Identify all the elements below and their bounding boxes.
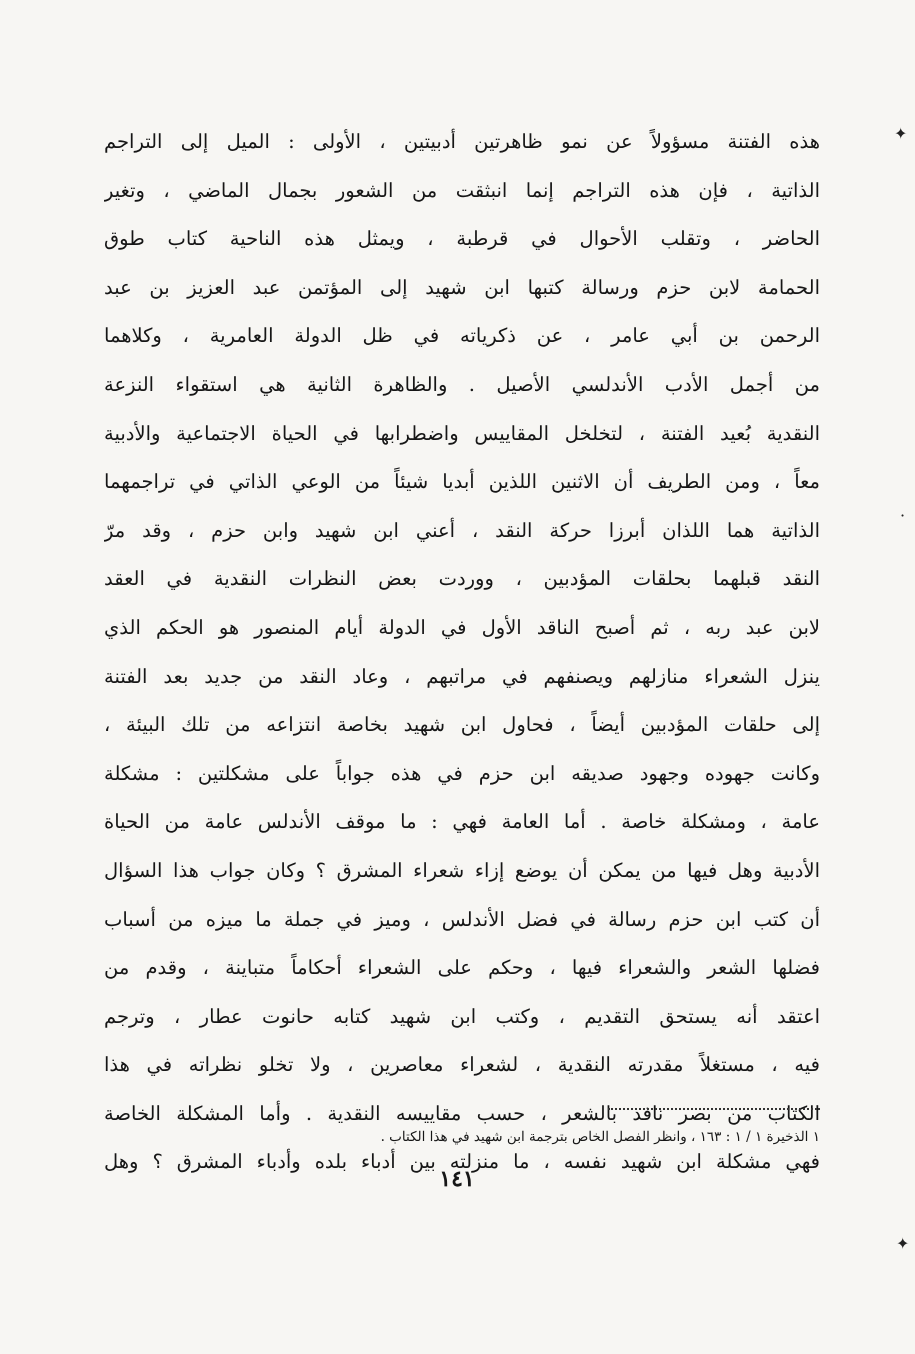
text-line: لابن عبد ربه ، ثم أصبح الناقد الأول في الدولة أيام المنصور هو الحكم الذي bbox=[104, 615, 820, 639]
margin-mark-icon: ✦ bbox=[894, 124, 908, 143]
text-line: الرحمن بن أبي عامر ، عن ذكرياته في ظل الدولة العامرية ، وكلاهما bbox=[104, 324, 820, 348]
text-line: إلى حلقات المؤدبين أيضاً ، فحاول ابن شهيد بخاصة انتزاعه من تلك البيئة ، bbox=[104, 713, 820, 737]
footnote-divider bbox=[608, 1108, 820, 1110]
margin-mark-icon: · bbox=[900, 506, 906, 525]
text-line: فيه ، مستغلاً مقدرته النقدية ، لشعراء معاصرين ، ولا تخلو نظراته في هذا bbox=[104, 1053, 820, 1077]
text-line: الحمامة لابن حزم ورسالة كتبها ابن شهيد إلى المؤتمن عبد العزيز بن عبد bbox=[104, 275, 820, 299]
margin-mark-icon: ✦ bbox=[896, 1234, 910, 1253]
text-line: وكانت جهوده وجهود صديقه ابن حزم في هذه جواباً على مشكلتين : مشكلة bbox=[104, 761, 820, 785]
text-line: من أجمل الأدب الأندلسي الأصيل . والظاهرة الثانية هي استقواء النزعة bbox=[104, 372, 820, 396]
page-number: ١٤١ bbox=[439, 1166, 475, 1192]
text-line: النقدية بُعيد الفتنة ، لتخلخل المقاييس واضطرابها في الحياة الاجتماعية والأدبية bbox=[104, 421, 820, 445]
text-line: الكتاب من بصر نافذ بالشعر ، حسب مقاييسه النقدية . وأما المشكلة الخاصة bbox=[104, 1101, 820, 1125]
text-line: فهي مشكلة ابن شهيد نفسه ، ما منزلته بين أدباء بلده وأدباء المشرق ؟ وهل bbox=[104, 1150, 820, 1174]
text-line: اعتقد أنه يستحق التقديم ، وكتب ابن شهيد كتابه حانوت عطار ، وترجم bbox=[104, 1004, 820, 1028]
text-line: الحاضر ، وتقلب الأحوال في قرطبة ، ويمثل هذه الناحية كتاب طوق bbox=[104, 227, 820, 251]
text-line: فضلها الشعر والشعراء فيها ، وحكم على الشعراء أحكاماً متباينة ، وقدم من bbox=[104, 956, 820, 980]
text-line: أن كتب ابن حزم رسالة في فضل الأندلس ، وميز في جملة ما ميزه من أسباب bbox=[104, 907, 820, 931]
main-text-block bbox=[104, 118, 820, 1187]
footnote: ١ الذخيرة ١ / ١ : ١٦٣ ، وانظر الفصل الخاص بترجمة ابن شهيد في هذا الكتاب . bbox=[380, 1129, 820, 1145]
text-line: الأدبية وهل فيها من يمكن أن يوضع إزاء شعراء المشرق ؟ وكان جواب هذا السؤال bbox=[104, 858, 820, 882]
text-line: ينزل الشعراء منازلهم ويصنفهم في مراتبهم ، وعاد النقد من جديد بعد الفتنة bbox=[104, 664, 820, 688]
text-line: الذاتية هما اللذان أبرزا حركة النقد ، أعني ابن شهيد وابن حزم ، وقد مرّ bbox=[104, 518, 820, 542]
text-line: عامة ، ومشكلة خاصة . أما العامة فهي : ما موقف الأندلس عامة من الحياة bbox=[104, 810, 820, 834]
text-line: الذاتية ، فإن هذه التراجم إنما انبثقت من الشعور بجمال الماضي ، وتغير bbox=[104, 178, 820, 202]
text-line: النقد قبلهما بحلقات المؤدبين ، ووردت بعض النظرات النقدية في العقد bbox=[104, 567, 820, 591]
text-line: معاً ، ومن الطريف أن الاثنين اللذين أبديا شيئاً من الوعي الذاتي في تراجمهما bbox=[104, 470, 820, 494]
text-line: هذه الفتنة مسؤولاً عن نمو ظاهرتين أدبيتين ، الأولى : الميل إلى التراجم bbox=[104, 130, 820, 153]
